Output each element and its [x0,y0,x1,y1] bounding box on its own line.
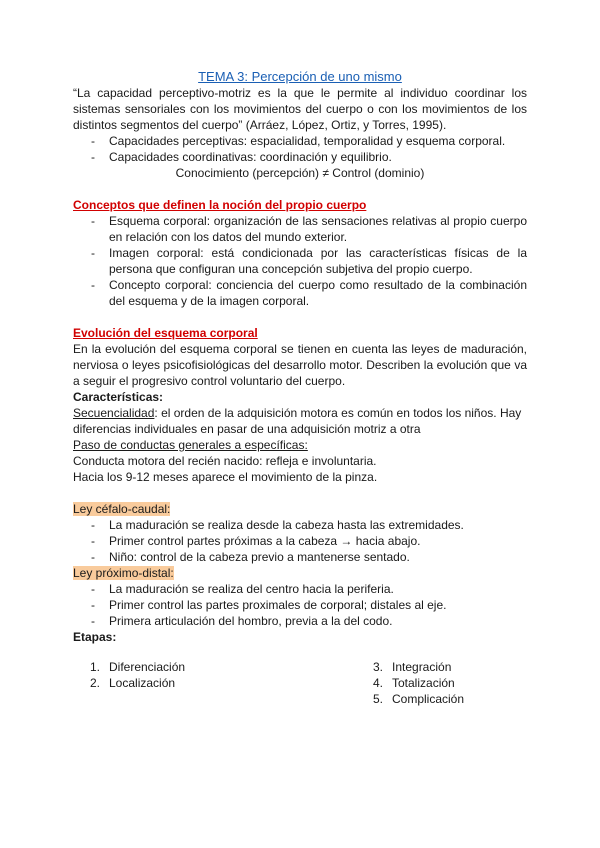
etapas-list [73,659,527,707]
capacidades-list [73,133,527,165]
secuencialidad-paragraph [73,405,527,437]
list-item: - Capacidades coordinativas: coordinación y equilibrio. [109,149,527,165]
conocimiento-line: Conocimiento (percepción) ≠ Control (dominio) [175,166,425,180]
list-item: - Primera articulación del hombro, previa a la del codo. [109,613,527,629]
paso-conductas: Paso de conductas generales a específicas: [73,438,308,452]
list-item: 1. Diferenciación [90,660,186,674]
page-title: TEMA 3: Percepción de uno mismo [198,69,402,84]
list-item: - Concepto corporal: conciencia del cuerpo como resultado de la combinación del esquema y de la imagen corporal. [109,277,527,309]
document-content [73,69,527,707]
conceptos-list [73,213,527,309]
ley-cefalo-caudal-label: Ley céfalo-caudal: [73,502,171,516]
etapas-heading: Etapas: [73,630,117,644]
evolucion-paragraph: En la evolución del esquema corporal se tienen en cuenta las leyes de maduración, nerviosa o leyes psicofisiológicas del desarrollo motor. Describen la evolución que va a seguir el progresivo control voluntario del cuerpo. [73,342,527,388]
secuencialidad-text: : el orden de la adquisición motora es común en todos los niños. Hay diferencias individuales en pasar de una adquisición motriz a otra [73,406,522,436]
list-item: 4. Totalización [373,676,455,690]
list-item: - Primer control partes próximas a la cabeza → hacia abajo. [109,533,527,549]
ley-proximo-list [73,581,527,629]
list-item: - Niño: control de la cabeza previo a mantenerse sentado. [109,549,527,565]
conducta-line: Conducta motora del recién nacido: refleja e involuntaria. [73,454,377,468]
list-item: - La maduración se realiza desde la cabeza hasta las extremidades. [109,517,527,533]
evolucion-heading: Evolución del esquema corporal [73,326,258,340]
list-item: - Primer control las partes proximales de corporal; distales al eje. [109,597,527,613]
caracteristicas-heading: Características: [73,390,164,404]
ley-cefalo-list [73,517,527,565]
list-item: - Esquema corporal: organización de las sensaciones relativas al propio cuerpo en relación con los datos del mundo exterior. [109,213,527,245]
list-item: 5. Complicación [373,692,465,706]
conceptos-heading: Conceptos que definen la noción del propio cuerpo [73,198,367,212]
secuencialidad-label: Secuencialidad [73,406,155,420]
intro-quote: “La capacidad perceptivo-motriz es la que le permite al individuo coordinar los sistemas sensoriales con los movimientos del cuerpo o con los movimientos de los distintos segmentos del cuerpo” (Arráez, López, Ortiz, y Torres, 1995). [73,86,527,132]
ley-proximo-distal-label: Ley próximo-distal: [73,566,174,580]
list-item: 3. Integración [373,660,452,674]
etapas-column-1 [73,659,356,707]
list-item: 2. Localización [90,676,176,690]
meses-line: Hacia los 9-12 meses aparece el movimiento de la pinza. [73,470,378,484]
list-item: - La maduración se realiza del centro hacia la periferia. [109,581,527,597]
list-item: - Imagen corporal: está condicionada por las características físicas de la persona que configuran una concepción subjetiva del propio cuerpo. [109,245,527,277]
list-item: - Capacidades perceptivas: espacialidad, temporalidad y esquema corporal. [109,133,527,149]
etapas-column-2 [356,659,464,707]
